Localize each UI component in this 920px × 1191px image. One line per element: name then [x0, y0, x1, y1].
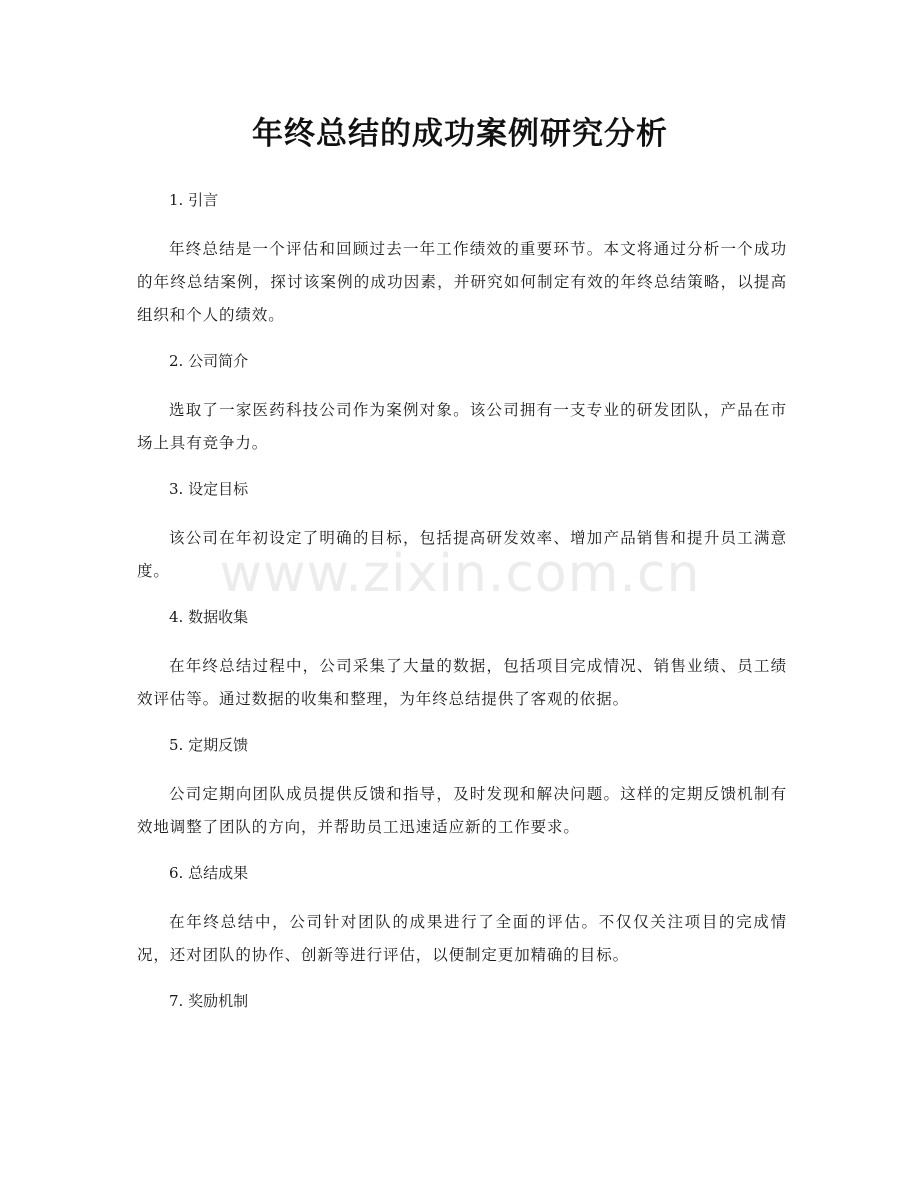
section-heading-6: 6. 总结成果: [169, 864, 249, 882]
section-heading-4: 4. 数据收集: [169, 608, 249, 626]
section-paragraph-3: 该公司在年初设定了明确的目标，包括提高研发效率、增加产品销售和提升员工满意度。: [137, 529, 787, 580]
section-heading-1: 1. 引言: [169, 191, 219, 209]
section-heading-7: 7. 奖励机制: [169, 992, 249, 1010]
section-paragraph-5: 公司定期向团队成员提供反馈和指导，及时发现和解决问题。这样的定期反馈机制有效地调整了团队的方向，并帮助员工迅速适应新的工作要求。: [137, 785, 787, 836]
section-paragraph-4: 在年终总结过程中，公司采集了大量的数据，包括项目完成情况、销售业绩、员工绩效评估等。通过数据的收集和整理，为年终总结提供了客观的依据。: [137, 657, 787, 708]
document-title: 年终总结的成功案例研究分析: [252, 116, 668, 152]
watermark-logo: www.zixin.com.cn: [219, 544, 701, 604]
section-paragraph-2: 选取了一家医药科技公司作为案例对象。该公司拥有一支专业的研发团队，产品在市场上具有竞争力。: [137, 401, 787, 452]
document-body: [137, 188, 787, 1013]
section-heading-2: 2. 公司简介: [169, 352, 249, 370]
section-paragraph-6: 在年终总结中，公司针对团队的成果进行了全面的评估。不仅仅关注项目的完成情况，还对团队的协作、创新等进行评估，以便制定更加精确的目标。: [137, 913, 787, 964]
section-paragraph-1: 年终总结是一个评估和回顾过去一年工作绩效的重要环节。本文将通过分析一个成功的年终总结案例，探讨该案例的成功因素，并研究如何制定有效的年终总结策略，以提高组织和个人的绩效。: [137, 240, 787, 324]
section-heading-3: 3. 设定目标: [169, 480, 249, 498]
section-heading-5: 5. 定期反馈: [169, 736, 249, 754]
